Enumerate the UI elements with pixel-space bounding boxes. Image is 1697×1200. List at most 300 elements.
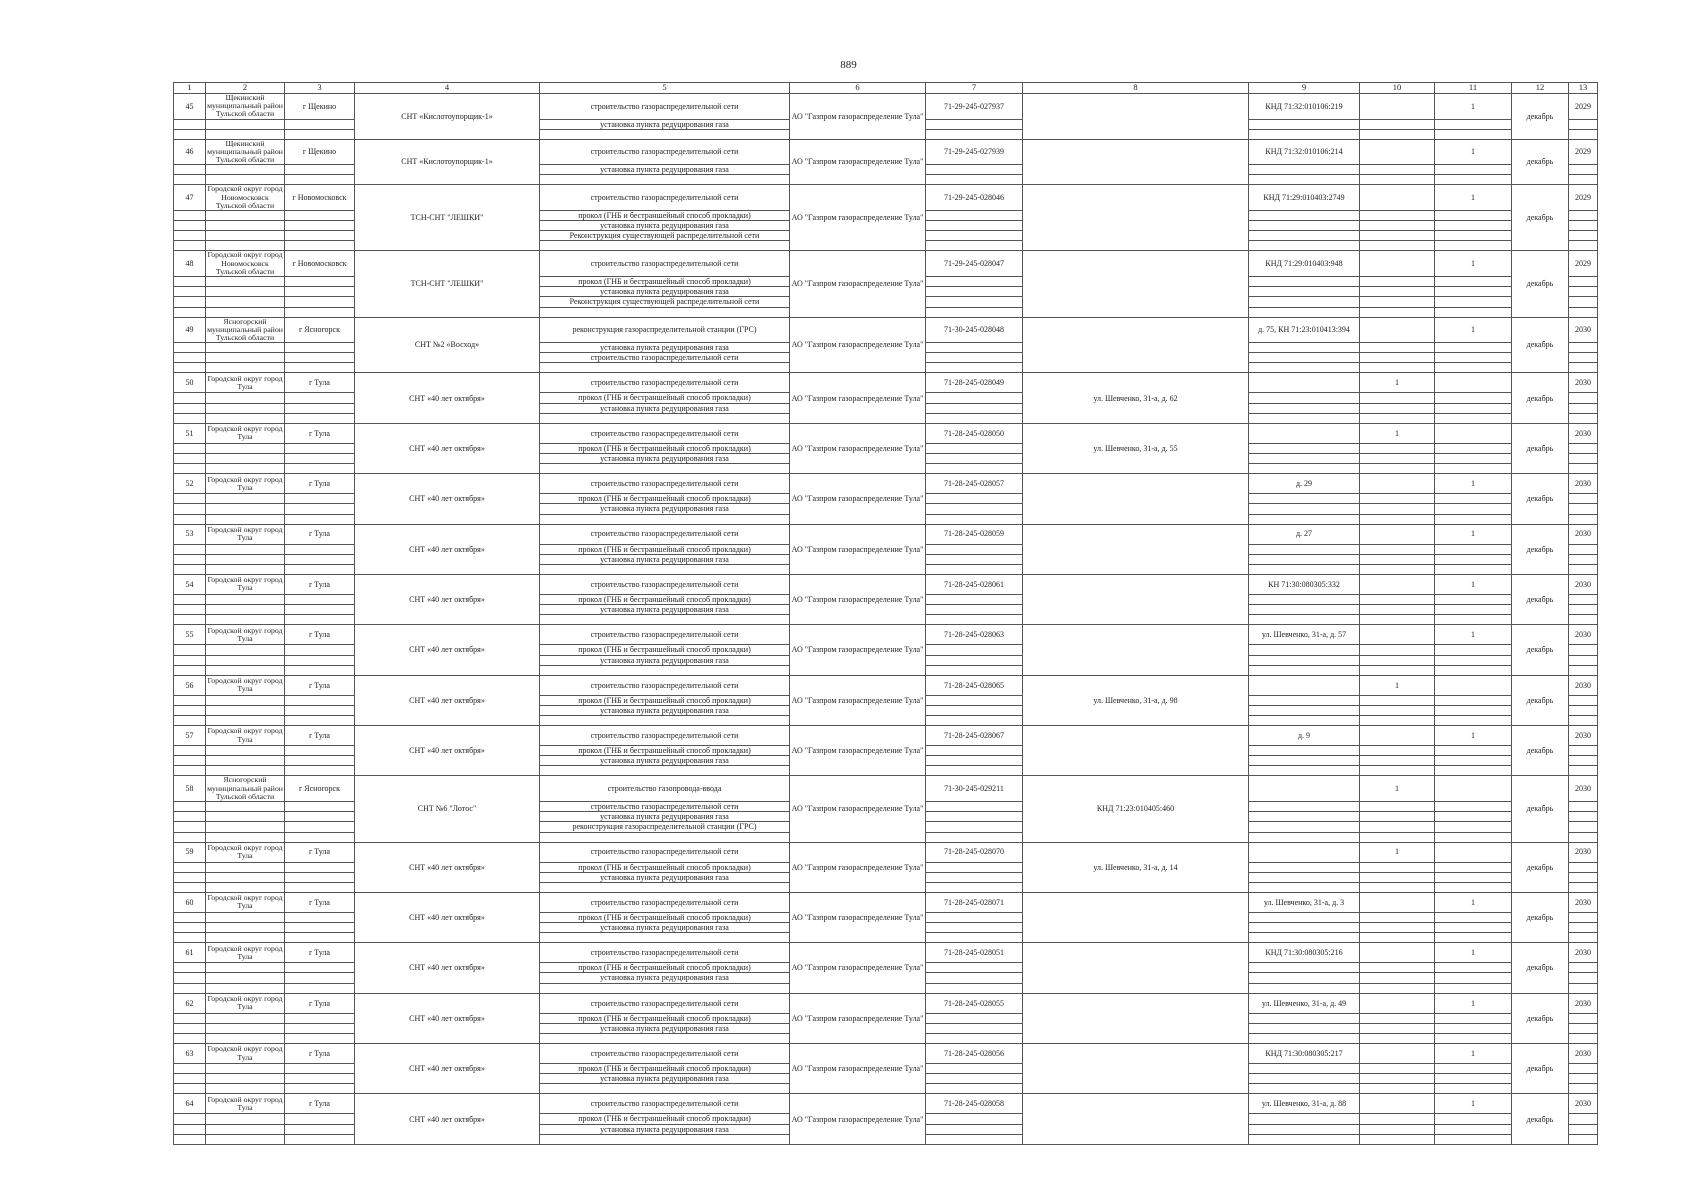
empty-cell bbox=[1249, 812, 1360, 822]
empty-cell bbox=[1360, 1074, 1435, 1084]
table-row bbox=[174, 625, 1598, 645]
empty-cell bbox=[285, 175, 355, 185]
empty-cell bbox=[285, 277, 355, 287]
work-item: строительство газораспределительной сети bbox=[540, 1044, 790, 1064]
empty-cell bbox=[1435, 933, 1512, 943]
empty-cell bbox=[1360, 129, 1435, 139]
empty-cell bbox=[540, 1134, 790, 1144]
empty-cell bbox=[174, 403, 206, 413]
empty-cell bbox=[174, 872, 206, 882]
empty-cell bbox=[1435, 1114, 1512, 1124]
work-item: установка пункта редуцирования газа bbox=[540, 221, 790, 231]
empty-cell bbox=[1249, 241, 1360, 251]
table-row bbox=[174, 139, 1598, 165]
row-number: 57 bbox=[174, 726, 206, 746]
empty-cell bbox=[1569, 175, 1598, 185]
settlement: г Щекино bbox=[285, 94, 355, 120]
empty-cell bbox=[1360, 443, 1435, 453]
work-item: прокол (ГНБ и бестраншейный способ прокладки) bbox=[540, 544, 790, 554]
table-row bbox=[174, 993, 1598, 1013]
column-10-value bbox=[1360, 317, 1435, 343]
empty-cell bbox=[926, 655, 1023, 665]
municipality: Городской округ город Тула bbox=[207, 993, 283, 1012]
empty-cell bbox=[1249, 882, 1360, 892]
empty-cell bbox=[1435, 615, 1512, 625]
empty-cell bbox=[206, 403, 285, 413]
empty-cell bbox=[1435, 1084, 1512, 1094]
table-row bbox=[174, 317, 1598, 343]
deadline-month: декабрь bbox=[1512, 892, 1569, 942]
table-row bbox=[174, 94, 1598, 120]
empty-cell bbox=[1249, 923, 1360, 933]
project-code: 71-29-245-028046 bbox=[926, 185, 1023, 211]
empty-cell bbox=[1569, 454, 1598, 464]
empty-cell bbox=[926, 544, 1023, 554]
empty-cell bbox=[174, 363, 206, 373]
empty-cell bbox=[206, 443, 285, 453]
project-code: 71-29-245-027939 bbox=[926, 139, 1023, 165]
empty-cell bbox=[926, 912, 1023, 922]
empty-cell bbox=[174, 832, 206, 842]
deadline-month: декабрь bbox=[1512, 726, 1569, 776]
deadline-month: декабрь bbox=[1512, 943, 1569, 993]
column-10-value bbox=[1360, 139, 1435, 165]
municipality: Городской округ город Новомосковск Тульской области bbox=[207, 184, 283, 210]
header-cell: 11 bbox=[1435, 83, 1512, 94]
work-item: строительство газораспределительной сети bbox=[540, 574, 790, 594]
work-item: строительство газораспределительной сети bbox=[540, 726, 790, 746]
object-name: СНТ №6 "Лотос" bbox=[355, 776, 540, 842]
empty-cell bbox=[926, 413, 1023, 423]
empty-cell bbox=[1569, 1013, 1598, 1023]
empty-cell bbox=[926, 353, 1023, 363]
empty-cell bbox=[1249, 983, 1360, 993]
empty-cell bbox=[1249, 393, 1360, 403]
empty-cell bbox=[1435, 287, 1512, 297]
empty-cell bbox=[1569, 1074, 1598, 1084]
empty-cell bbox=[285, 862, 355, 872]
empty-cell bbox=[926, 277, 1023, 287]
empty-cell bbox=[1249, 1013, 1360, 1023]
deadline-year: 2030 bbox=[1569, 574, 1598, 594]
address bbox=[1023, 474, 1249, 524]
empty-cell bbox=[1360, 343, 1435, 353]
empty-cell bbox=[1435, 1034, 1512, 1044]
project-code: 71-28-245-028055 bbox=[926, 993, 1023, 1013]
table-row bbox=[174, 776, 1598, 802]
empty-cell bbox=[206, 454, 285, 464]
empty-cell bbox=[285, 403, 355, 413]
operator: АО "Газпром газораспределение Тула" bbox=[790, 251, 926, 317]
address: ул. Шевченко, 31-а, д. 62 bbox=[1023, 373, 1249, 423]
project-code: 71-28-245-028061 bbox=[926, 574, 1023, 594]
empty-cell bbox=[174, 343, 206, 353]
empty-cell bbox=[1435, 514, 1512, 524]
address: ул. Шевченко, 31-а, д. 55 bbox=[1023, 423, 1249, 473]
empty-cell bbox=[1569, 645, 1598, 655]
empty-cell bbox=[1249, 165, 1360, 175]
empty-cell bbox=[206, 1124, 285, 1134]
empty-cell bbox=[1249, 504, 1360, 514]
empty-cell bbox=[1435, 544, 1512, 554]
empty-cell bbox=[926, 1124, 1023, 1134]
empty-cell bbox=[285, 812, 355, 822]
empty-cell bbox=[206, 1064, 285, 1074]
operator: АО "Газпром газораспределение Тула" bbox=[790, 892, 926, 942]
empty-cell bbox=[1360, 882, 1435, 892]
work-item: реконструкция газораспределительной станции (ГРС) bbox=[540, 822, 790, 832]
page-number: 889 bbox=[840, 59, 857, 71]
empty-cell bbox=[1360, 1124, 1435, 1134]
empty-cell bbox=[174, 615, 206, 625]
empty-cell bbox=[174, 443, 206, 453]
empty-cell bbox=[1249, 705, 1360, 715]
empty-cell bbox=[285, 1013, 355, 1023]
empty-cell bbox=[1569, 812, 1598, 822]
empty-cell bbox=[174, 756, 206, 766]
empty-cell bbox=[1569, 297, 1598, 307]
column-10-value: 1 bbox=[1360, 776, 1435, 802]
empty-cell bbox=[926, 716, 1023, 726]
row-number: 46 bbox=[174, 139, 206, 165]
object-name: СНТ «40 лет октября» bbox=[355, 726, 540, 776]
project-code: 71-29-245-028047 bbox=[926, 251, 1023, 277]
table-row bbox=[174, 373, 1598, 393]
empty-cell bbox=[1569, 353, 1598, 363]
empty-cell bbox=[926, 363, 1023, 373]
row-number: 60 bbox=[174, 892, 206, 912]
empty-cell bbox=[1569, 544, 1598, 554]
empty-cell bbox=[1249, 454, 1360, 464]
empty-cell bbox=[285, 1064, 355, 1074]
empty-cell bbox=[1569, 862, 1598, 872]
empty-cell bbox=[1569, 287, 1598, 297]
empty-cell bbox=[1249, 822, 1360, 832]
deadline-year: 2030 bbox=[1569, 1094, 1598, 1114]
empty-cell bbox=[1360, 297, 1435, 307]
empty-cell bbox=[1435, 297, 1512, 307]
cadastral-number: ул. Шевченко, 31-а, д. 3 bbox=[1249, 892, 1360, 912]
column-11-value bbox=[1435, 423, 1512, 443]
municipality: Городской округ город Тула bbox=[207, 575, 283, 593]
header-cell: 13 bbox=[1569, 83, 1598, 94]
deadline-month: декабрь bbox=[1512, 625, 1569, 675]
empty-cell bbox=[174, 882, 206, 892]
empty-cell bbox=[1435, 1064, 1512, 1074]
empty-cell bbox=[174, 393, 206, 403]
empty-cell bbox=[206, 353, 285, 363]
deadline-year: 2030 bbox=[1569, 524, 1598, 544]
empty-cell bbox=[1360, 221, 1435, 231]
empty-cell bbox=[926, 231, 1023, 241]
empty-cell bbox=[285, 210, 355, 220]
deadline-month: декабрь bbox=[1512, 842, 1569, 892]
empty-cell bbox=[174, 695, 206, 705]
empty-cell bbox=[926, 443, 1023, 453]
settlement: г Тула bbox=[285, 943, 355, 963]
empty-cell bbox=[1249, 756, 1360, 766]
object-name: СНТ «40 лет октября» bbox=[355, 524, 540, 574]
empty-cell bbox=[1249, 1023, 1360, 1033]
empty-cell bbox=[1360, 119, 1435, 129]
empty-cell bbox=[206, 882, 285, 892]
empty-cell bbox=[1249, 443, 1360, 453]
empty-cell bbox=[926, 705, 1023, 715]
empty-cell bbox=[1249, 1114, 1360, 1124]
settlement: г Ясногорск bbox=[285, 776, 355, 802]
column-10-value bbox=[1360, 726, 1435, 746]
empty-cell bbox=[206, 494, 285, 504]
empty-cell bbox=[1249, 413, 1360, 423]
empty-cell bbox=[1360, 277, 1435, 287]
empty-cell bbox=[285, 1114, 355, 1124]
empty-cell bbox=[1360, 554, 1435, 564]
work-item: прокол (ГНБ и бестраншейный способ прокладки) bbox=[540, 594, 790, 604]
empty-cell bbox=[285, 343, 355, 353]
empty-cell bbox=[285, 605, 355, 615]
municipality: Щекинский муниципальный район Тульской области bbox=[207, 139, 283, 165]
empty-cell bbox=[285, 504, 355, 514]
empty-cell bbox=[1249, 801, 1360, 811]
empty-cell bbox=[1569, 801, 1598, 811]
empty-cell bbox=[1360, 393, 1435, 403]
deadline-year: 2029 bbox=[1569, 185, 1598, 211]
empty-cell bbox=[1360, 801, 1435, 811]
empty-cell bbox=[1249, 403, 1360, 413]
empty-cell bbox=[206, 393, 285, 403]
empty-cell bbox=[1569, 494, 1598, 504]
empty-cell bbox=[1249, 231, 1360, 241]
empty-cell bbox=[206, 746, 285, 756]
empty-cell bbox=[1360, 983, 1435, 993]
object-name: СНТ №2 «Восход» bbox=[355, 317, 540, 373]
empty-cell bbox=[926, 801, 1023, 811]
cadastral-number: КНД 71:32:010106:214 bbox=[1249, 139, 1360, 165]
empty-cell bbox=[1360, 1134, 1435, 1144]
empty-cell bbox=[206, 1074, 285, 1084]
empty-cell bbox=[1360, 514, 1435, 524]
empty-cell bbox=[206, 705, 285, 715]
object-name: СНТ «40 лет октября» bbox=[355, 842, 540, 892]
empty-cell bbox=[206, 544, 285, 554]
empty-cell bbox=[285, 705, 355, 715]
empty-cell bbox=[1435, 175, 1512, 185]
empty-cell bbox=[1435, 812, 1512, 822]
empty-cell bbox=[1360, 973, 1435, 983]
municipality: Ясногорский муниципальный район Тульской области bbox=[207, 775, 283, 801]
empty-cell bbox=[926, 1134, 1023, 1144]
empty-cell bbox=[1435, 801, 1512, 811]
row-number: 51 bbox=[174, 423, 206, 443]
empty-cell bbox=[1360, 832, 1435, 842]
empty-cell bbox=[926, 1064, 1023, 1074]
address bbox=[1023, 1094, 1249, 1144]
empty-cell bbox=[285, 514, 355, 524]
empty-cell bbox=[1435, 655, 1512, 665]
operator: АО "Газпром газораспределение Тула" bbox=[790, 776, 926, 842]
empty-cell bbox=[1249, 363, 1360, 373]
operator: АО "Газпром газораспределение Тула" bbox=[790, 943, 926, 993]
row-number: 48 bbox=[174, 251, 206, 277]
empty-cell bbox=[1435, 983, 1512, 993]
empty-cell bbox=[1435, 231, 1512, 241]
cadastral-number: ул. Шевченко, 31-а, д. 49 bbox=[1249, 993, 1360, 1013]
empty-cell bbox=[1435, 494, 1512, 504]
empty-cell bbox=[285, 554, 355, 564]
empty-cell bbox=[926, 129, 1023, 139]
deadline-month: декабрь bbox=[1512, 776, 1569, 842]
settlement: г Тула bbox=[285, 1044, 355, 1064]
empty-cell bbox=[540, 1034, 790, 1044]
empty-cell bbox=[1360, 933, 1435, 943]
empty-cell bbox=[174, 933, 206, 943]
row-number: 63 bbox=[174, 1044, 206, 1064]
work-item: строительство газораспределительной сети bbox=[540, 1094, 790, 1114]
empty-cell bbox=[1249, 175, 1360, 185]
empty-cell bbox=[1249, 307, 1360, 317]
column-10-value bbox=[1360, 524, 1435, 544]
empty-cell bbox=[540, 766, 790, 776]
empty-cell bbox=[926, 605, 1023, 615]
address bbox=[1023, 993, 1249, 1043]
project-code: 71-28-245-028050 bbox=[926, 423, 1023, 443]
cadastral-number: КНД 71:30:080305:217 bbox=[1249, 1044, 1360, 1064]
empty-cell bbox=[206, 297, 285, 307]
work-item: установка пункта редуцирования газа bbox=[540, 554, 790, 564]
empty-cell bbox=[1435, 645, 1512, 655]
empty-cell bbox=[926, 1034, 1023, 1044]
empty-cell bbox=[206, 665, 285, 675]
empty-cell bbox=[926, 307, 1023, 317]
empty-cell bbox=[206, 695, 285, 705]
empty-cell bbox=[1360, 464, 1435, 474]
work-item: установка пункта редуцирования газа bbox=[540, 812, 790, 822]
empty-cell bbox=[1435, 705, 1512, 715]
operator: АО "Газпром газораспределение Тула" bbox=[790, 1094, 926, 1144]
empty-cell bbox=[1435, 403, 1512, 413]
work-item: строительство газораспределительной сети bbox=[540, 842, 790, 862]
empty-cell bbox=[206, 1034, 285, 1044]
column-10-value bbox=[1360, 94, 1435, 120]
empty-cell bbox=[1360, 564, 1435, 574]
empty-cell bbox=[206, 231, 285, 241]
work-item: прокол (ГНБ и бестраншейный способ прокладки) bbox=[540, 1013, 790, 1023]
table-row bbox=[174, 423, 1598, 443]
work-item: прокол (ГНБ и бестраншейный способ прокладки) bbox=[540, 645, 790, 655]
empty-cell bbox=[174, 175, 206, 185]
column-10-value bbox=[1360, 185, 1435, 211]
settlement: г Тула bbox=[285, 842, 355, 862]
empty-cell bbox=[174, 1064, 206, 1074]
work-item: строительство газораспределительной сети bbox=[540, 474, 790, 494]
work-item: установка пункта редуцирования газа bbox=[540, 756, 790, 766]
empty-cell bbox=[1435, 393, 1512, 403]
empty-cell bbox=[926, 1074, 1023, 1084]
cadastral-number: КНД 71:29:010403:2749 bbox=[1249, 185, 1360, 211]
empty-cell bbox=[926, 766, 1023, 776]
empty-cell bbox=[1360, 912, 1435, 922]
table-row bbox=[174, 574, 1598, 594]
deadline-year: 2030 bbox=[1569, 842, 1598, 862]
work-item: установка пункта редуцирования газа bbox=[540, 119, 790, 129]
operator: АО "Газпром газораспределение Тула" bbox=[790, 675, 926, 725]
project-code: 71-29-245-027937 bbox=[926, 94, 1023, 120]
operator: АО "Газпром газораспределение Тула" bbox=[790, 474, 926, 524]
empty-cell bbox=[1435, 564, 1512, 574]
empty-cell bbox=[1360, 210, 1435, 220]
empty-cell bbox=[926, 822, 1023, 832]
empty-cell bbox=[1249, 1124, 1360, 1134]
empty-cell bbox=[1249, 973, 1360, 983]
empty-cell bbox=[1435, 1134, 1512, 1144]
cadastral-number: ул. Шевченко, 31-а, д. 88 bbox=[1249, 1094, 1360, 1114]
cadastral-number bbox=[1249, 423, 1360, 443]
table-body bbox=[174, 94, 1598, 1145]
address bbox=[1023, 892, 1249, 942]
empty-cell bbox=[206, 973, 285, 983]
empty-cell bbox=[174, 923, 206, 933]
empty-cell bbox=[1360, 756, 1435, 766]
empty-cell bbox=[174, 645, 206, 655]
empty-cell bbox=[1360, 287, 1435, 297]
work-item: прокол (ГНБ и бестраншейный способ прокладки) bbox=[540, 494, 790, 504]
empty-cell bbox=[174, 241, 206, 251]
empty-cell bbox=[926, 454, 1023, 464]
empty-cell bbox=[285, 973, 355, 983]
empty-cell bbox=[1569, 766, 1598, 776]
empty-cell bbox=[926, 494, 1023, 504]
empty-cell bbox=[1360, 1064, 1435, 1074]
empty-cell bbox=[1249, 615, 1360, 625]
deadline-year: 2030 bbox=[1569, 943, 1598, 963]
empty-cell bbox=[1360, 812, 1435, 822]
work-item: установка пункта редуцирования газа bbox=[540, 872, 790, 882]
empty-cell bbox=[1435, 241, 1512, 251]
empty-cell bbox=[926, 393, 1023, 403]
operator: АО "Газпром газораспределение Тула" bbox=[790, 524, 926, 574]
deadline-year: 2030 bbox=[1569, 892, 1598, 912]
empty-cell bbox=[1569, 912, 1598, 922]
column-10-value: 1 bbox=[1360, 423, 1435, 443]
empty-cell bbox=[174, 554, 206, 564]
empty-cell bbox=[1435, 129, 1512, 139]
empty-cell bbox=[1249, 605, 1360, 615]
empty-cell bbox=[1360, 307, 1435, 317]
empty-cell bbox=[1569, 129, 1598, 139]
empty-cell bbox=[174, 353, 206, 363]
work-item: установка пункта редуцирования газа bbox=[540, 1023, 790, 1033]
empty-cell bbox=[1249, 716, 1360, 726]
empty-cell bbox=[285, 544, 355, 554]
municipality: Городской округ город Тула bbox=[207, 474, 283, 492]
empty-cell bbox=[540, 129, 790, 139]
empty-cell bbox=[1360, 923, 1435, 933]
empty-cell bbox=[1435, 882, 1512, 892]
empty-cell bbox=[285, 746, 355, 756]
empty-cell bbox=[206, 766, 285, 776]
column-11-value: 1 bbox=[1435, 943, 1512, 963]
empty-cell bbox=[1569, 756, 1598, 766]
empty-cell bbox=[926, 832, 1023, 842]
empty-cell bbox=[174, 1013, 206, 1023]
settlement: г Тула bbox=[285, 574, 355, 594]
empty-cell bbox=[1249, 353, 1360, 363]
column-11-value: 1 bbox=[1435, 1094, 1512, 1114]
work-item: прокол (ГНБ и бестраншейный способ прокладки) bbox=[540, 1114, 790, 1124]
empty-cell bbox=[1435, 746, 1512, 756]
deadline-month: декабрь bbox=[1512, 1094, 1569, 1144]
object-name: ТСН-СНТ "ЛЕШКИ" bbox=[355, 251, 540, 317]
